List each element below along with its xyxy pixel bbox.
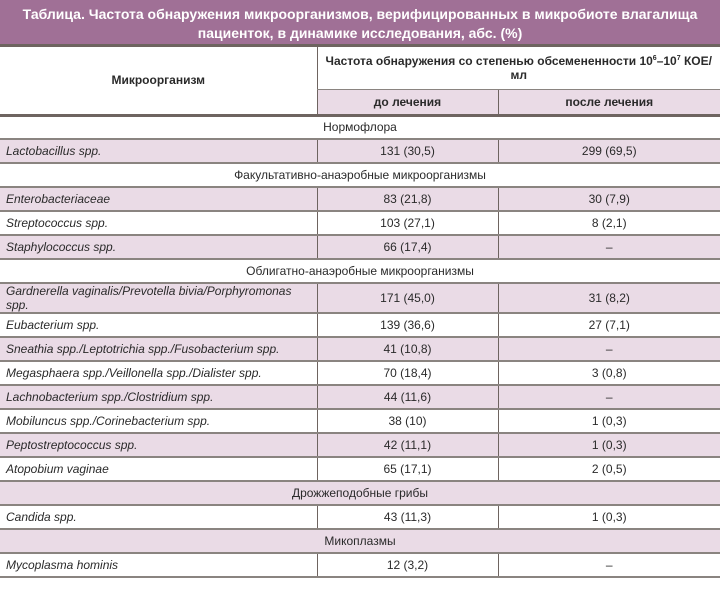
value-after: –	[498, 235, 720, 259]
group-row	[0, 115, 720, 139]
header-before: до лечения	[317, 89, 498, 115]
value-before: 65 (17,1)	[317, 457, 498, 481]
value-before: 44 (11,6)	[317, 385, 498, 409]
table-row	[0, 337, 720, 361]
table-row	[0, 505, 720, 529]
value-after: 299 (69,5)	[498, 139, 720, 163]
table-title: Таблица. Частота обнаружения микроорганизмов, верифицированных в микробиоте влагалища пациенток, в динамике исследования, абс. (%)	[0, 0, 720, 47]
value-before: 103 (27,1)	[317, 211, 498, 235]
microorganism-name: Eubacterium spp.	[0, 313, 317, 337]
microorganism-name: Atopobium vaginae	[0, 457, 317, 481]
value-after: –	[498, 385, 720, 409]
group-row	[0, 259, 720, 283]
group-label: Облигатно-анаэробные микроорганизмы	[0, 259, 720, 283]
group-row	[0, 529, 720, 553]
microorganism-name: Megasphaera spp./Veillonella spp./Dialister spp.	[0, 361, 317, 385]
table-row	[0, 433, 720, 457]
microorganism-name: Mobiluncus spp./Corinebacterium spp.	[0, 409, 317, 433]
microorganism-name: Enterobacteriaceae	[0, 187, 317, 211]
table-row	[0, 313, 720, 337]
value-after: –	[498, 337, 720, 361]
table-row	[0, 457, 720, 481]
value-after: 31 (8,2)	[498, 283, 720, 313]
header-after: после лечения	[498, 89, 720, 115]
value-before: 70 (18,4)	[317, 361, 498, 385]
group-label: Факультативно-анаэробные микроорганизмы	[0, 163, 720, 187]
microorganism-name: Streptococcus spp.	[0, 211, 317, 235]
microorganism-name: Gardnerella vaginalis/Prevotella bivia/Porphyromonas spp.	[0, 283, 317, 313]
microorganism-name: Candida spp.	[0, 505, 317, 529]
value-after: 1 (0,3)	[498, 505, 720, 529]
value-before: 43 (11,3)	[317, 505, 498, 529]
group-row	[0, 163, 720, 187]
header-frequency-text: Частота обнаружения со степенью обсемененности 10	[325, 53, 653, 68]
value-before: 42 (11,1)	[317, 433, 498, 457]
table-row	[0, 235, 720, 259]
table-row	[0, 553, 720, 577]
group-label: Нормофлора	[0, 115, 720, 139]
value-after: 27 (7,1)	[498, 313, 720, 337]
table-row	[0, 283, 720, 313]
value-after: 8 (2,1)	[498, 211, 720, 235]
group-row	[0, 481, 720, 505]
microorganism-name: Mycoplasma hominis	[0, 553, 317, 577]
table-row	[0, 211, 720, 235]
exp2: 7	[676, 54, 681, 62]
value-before: 83 (21,8)	[317, 187, 498, 211]
value-after: 2 (0,5)	[498, 457, 720, 481]
group-label: Микоплазмы	[0, 529, 720, 553]
value-before: 131 (30,5)	[317, 139, 498, 163]
microorganism-name: Lachnobacterium spp./Clostridium spp.	[0, 385, 317, 409]
microorganism-name: Sneathia spp./Leptotrichia spp./Fusobacterium spp.	[0, 337, 317, 361]
table-row	[0, 139, 720, 163]
microorganism-name: Staphylococcus spp.	[0, 235, 317, 259]
microorganism-name: Peptostreptococcus spp.	[0, 433, 317, 457]
header-microorganism: Микроорганизм	[0, 47, 317, 115]
table-row	[0, 385, 720, 409]
header-frequency	[317, 47, 720, 89]
value-before: 171 (45,0)	[317, 283, 498, 313]
table-row	[0, 409, 720, 433]
value-before: 139 (36,6)	[317, 313, 498, 337]
value-after: –	[498, 553, 720, 577]
table-row	[0, 361, 720, 385]
value-after: 1 (0,3)	[498, 409, 720, 433]
microorganism-name: Lactobacillus spp.	[0, 139, 317, 163]
value-before: 38 (10)	[317, 409, 498, 433]
header-suffix: КОЕ/мл	[510, 53, 712, 82]
group-label: Дрожжеподобные грибы	[0, 481, 720, 505]
value-before: 66 (17,4)	[317, 235, 498, 259]
value-before: 41 (10,8)	[317, 337, 498, 361]
value-before: 12 (3,2)	[317, 553, 498, 577]
exp1: 6	[652, 54, 657, 62]
header-mid: –10	[656, 53, 677, 68]
value-after: 1 (0,3)	[498, 433, 720, 457]
value-after: 3 (0,8)	[498, 361, 720, 385]
value-after: 30 (7,9)	[498, 187, 720, 211]
data-table	[0, 47, 720, 578]
table-row	[0, 187, 720, 211]
